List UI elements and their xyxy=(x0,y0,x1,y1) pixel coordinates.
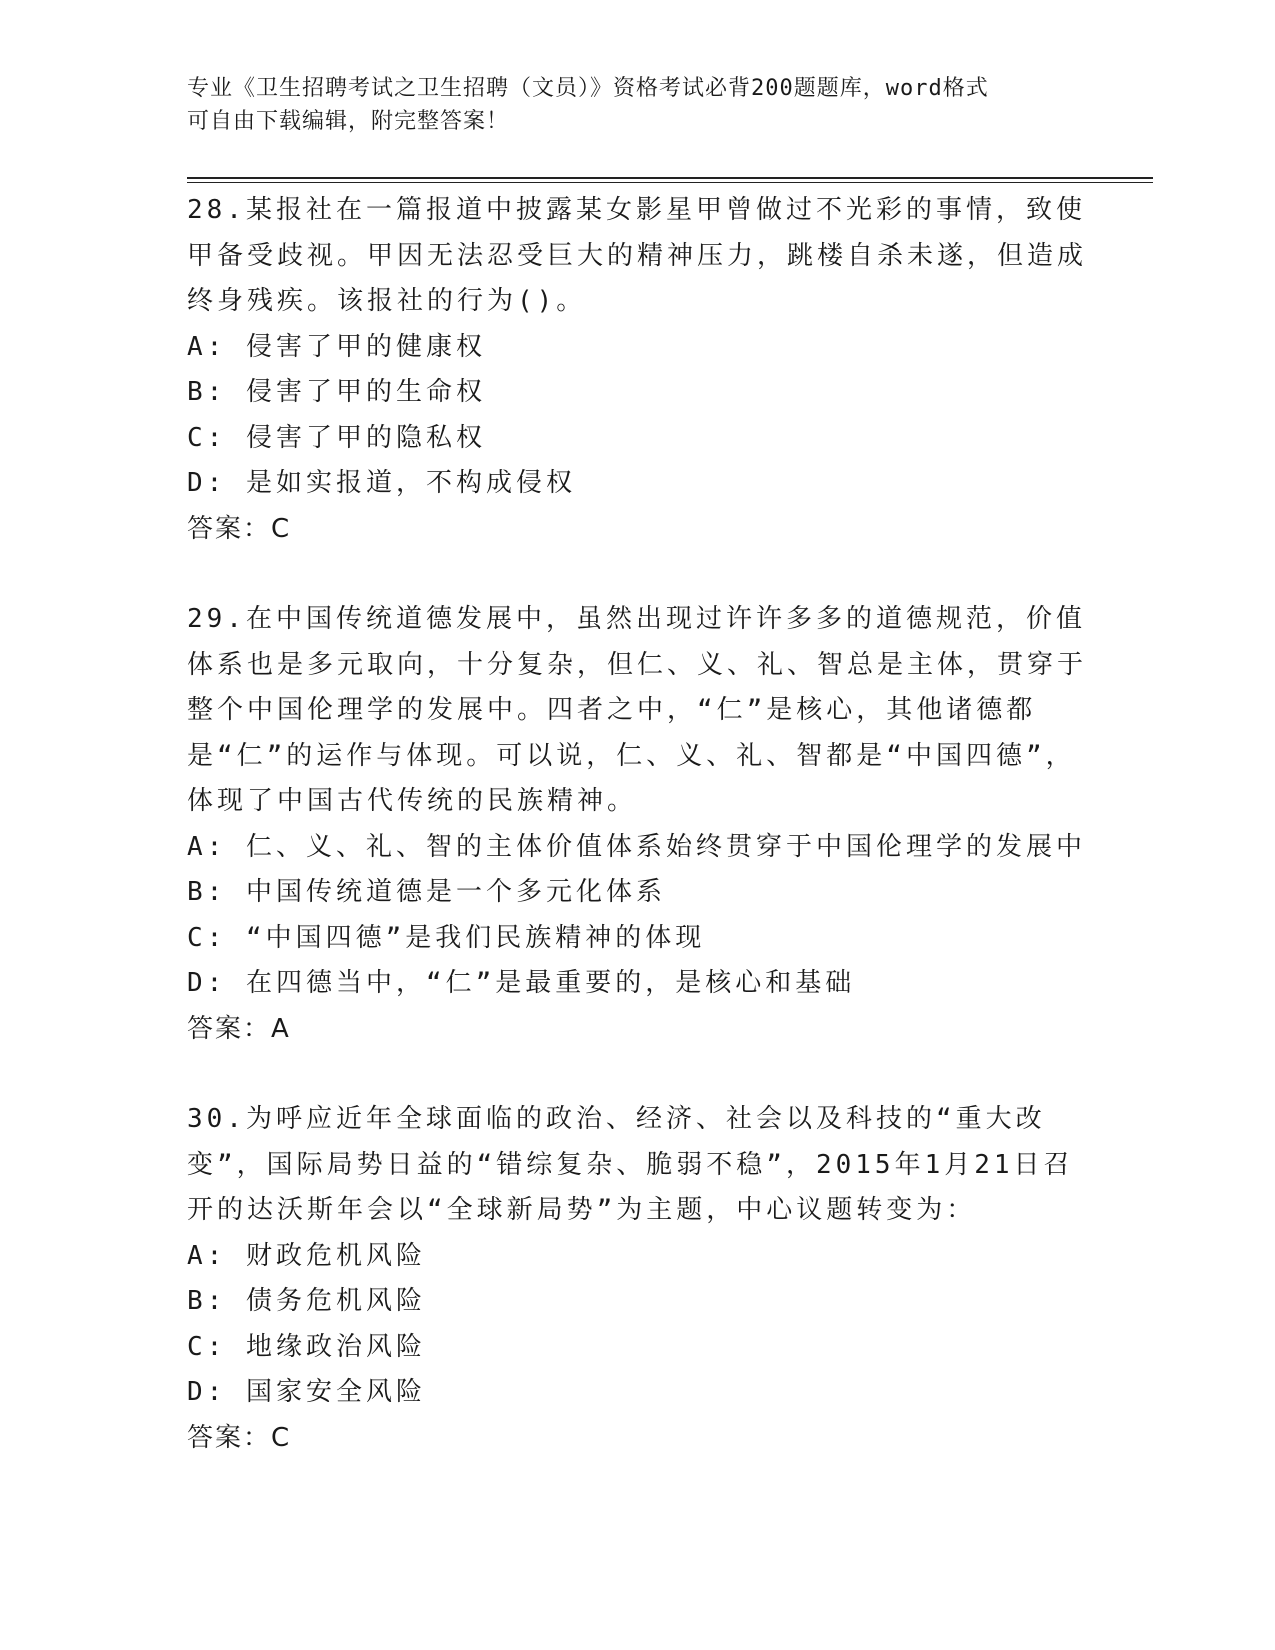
option-b: B: 侵害了甲的生命权 xyxy=(187,377,486,407)
question-30 xyxy=(187,1097,1087,1461)
option-c: C: 地缘政治风险 xyxy=(187,1331,426,1362)
question-list xyxy=(187,188,1087,1461)
option-a: A: 财政危机风险 xyxy=(187,1240,426,1271)
option-d: D: 是如实报道，不构成侵权 xyxy=(187,468,576,498)
question-28 xyxy=(187,188,1087,552)
header-line-2: 可自由下载编辑，附完整答案！ xyxy=(187,109,510,134)
answer: 答案：C xyxy=(187,513,292,544)
question-29 xyxy=(187,597,1087,1052)
option-c: C: “中国四德”是我们民族精神的体现 xyxy=(187,922,706,953)
header-divider-thin xyxy=(187,182,1153,183)
option-c: C: 侵害了甲的隐私权 xyxy=(187,422,486,453)
question-text: 30.为呼应近年全球面临的政治、经济、社会以及科技的“重大改变”，国际局势日益的“错综复杂、脆弱不稳”，2015年1月21日召开的达沃斯年会以“全球新局势”为主题，中心议题转变为： xyxy=(187,1104,1074,1225)
question-text: 29.在中国传统道德发展中，虽然出现过许许多多的道德规范，价值体系也是多元取向，十分复杂，但仁、义、礼、智总是主体，贯穿于整个中国伦理学的发展中。四者之中，“仁”是核心，其他诸德都是“仁”的运作与体现。可以说，仁、义、礼、智都是“中国四德”，体现了中国古代传统的民族精神。 xyxy=(187,604,1088,816)
option-a: A: 仁、义、礼、智的主体价值体系始终贯穿于中国伦理学的发展中 xyxy=(187,831,1086,862)
question-spacer xyxy=(187,1052,1087,1097)
document-header xyxy=(187,72,1067,138)
option-d: D: 在四德当中，“仁”是最重要的，是核心和基础 xyxy=(187,968,856,998)
answer: 答案：C xyxy=(187,1422,292,1453)
option-a: A: 侵害了甲的健康权 xyxy=(187,331,486,362)
question-spacer xyxy=(187,552,1087,597)
header-line-1: 专业《卫生招聘考试之卫生招聘（文员）》资格考试必背200题题库，word格式 xyxy=(187,76,989,101)
option-d: D: 国家安全风险 xyxy=(187,1377,426,1407)
option-b: B: 债务危机风险 xyxy=(187,1286,426,1316)
answer: 答案：A xyxy=(187,1013,291,1044)
option-b: B: 中国传统道德是一个多元化体系 xyxy=(187,877,666,907)
header-divider-thick xyxy=(187,177,1153,179)
question-text: 28.某报社在一篇报道中披露某女影星甲曾做过不光彩的事情，致使甲备受歧视。甲因无法忍受巨大的精神压力，跳楼自杀未遂，但造成终身残疾。该报社的行为()。 xyxy=(187,195,1088,316)
